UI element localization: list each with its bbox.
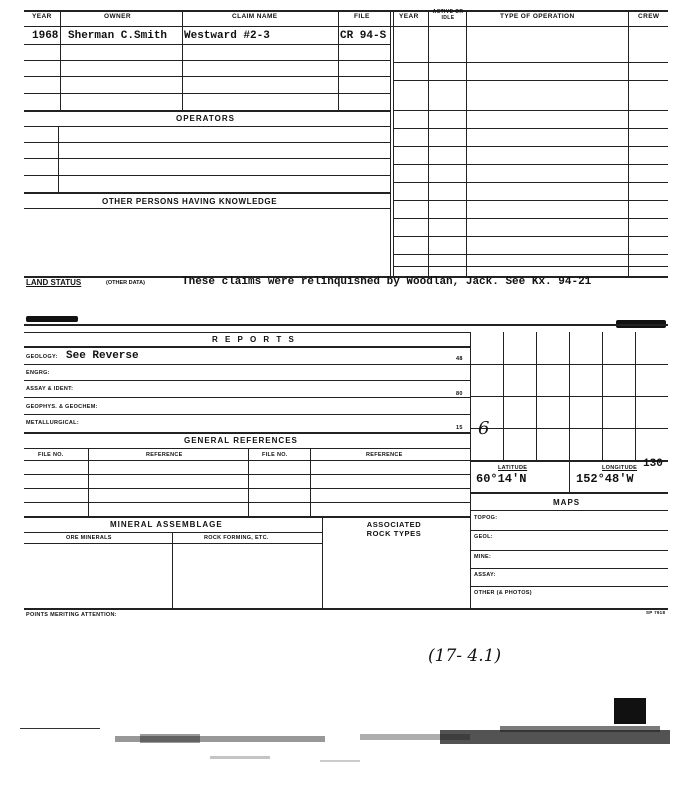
grid-line <box>470 396 668 397</box>
row-line <box>24 110 390 112</box>
reference-header-2: REFERENCE <box>366 452 403 458</box>
row-line <box>393 254 668 255</box>
year2-header: YEAR <box>399 13 419 20</box>
divider-line <box>390 10 391 276</box>
rock-forming-header: ROCK FORMING, ETC. <box>204 535 269 541</box>
row-line <box>393 218 668 219</box>
claim-name: Westward #2-3 <box>184 30 270 42</box>
col-line <box>182 10 183 110</box>
row-line <box>393 110 668 111</box>
maps-heading: MAPS <box>553 498 581 507</box>
header-bottom-line <box>24 26 668 27</box>
mineral-assemblage-heading: MINERAL ASSEMBLAGE <box>110 520 223 529</box>
row-line <box>24 397 470 398</box>
row-line <box>24 126 390 127</box>
row-line <box>24 460 470 461</box>
col-line <box>172 532 173 608</box>
row-line <box>24 543 322 544</box>
land-status-text: These claims were relinquished by Woodlan, Jack. See Kx. 94-21 <box>182 276 592 288</box>
grid-line <box>569 332 570 492</box>
row-line <box>24 142 390 143</box>
year-header: YEAR <box>32 13 52 20</box>
row-line <box>24 516 470 518</box>
geol-label: GEOL: <box>474 534 493 540</box>
file-no-header-2: FILE NO. <box>262 452 288 458</box>
row-line <box>470 492 668 494</box>
handwritten-annotation: (17- 4.1) <box>428 646 502 666</box>
geophys-label: GEOPHYS. & GEOCHEM: <box>26 404 98 410</box>
scan-noise <box>20 720 670 780</box>
form-number: SP 7918 <box>646 610 666 615</box>
row-line <box>24 76 390 77</box>
row-line <box>470 530 668 531</box>
row-line <box>24 502 470 503</box>
row-line <box>24 448 470 449</box>
other-photos-label: OTHER (& PHOTOS) <box>474 590 532 596</box>
assay-label: ASSAY & IDENT: <box>26 386 74 392</box>
row-line <box>470 568 668 569</box>
row-line <box>393 146 668 147</box>
col-line <box>58 126 59 192</box>
side-number: 15 <box>456 425 463 431</box>
col-line <box>88 448 89 516</box>
land-status-label: LAND STATUS <box>26 278 82 287</box>
associated-rock-types-heading: ASSOCIATED ROCK TYPES <box>366 520 422 538</box>
operators-heading: OPERATORS <box>176 114 235 123</box>
topog-label: TOPOG: <box>474 515 498 521</box>
row-line <box>24 414 470 415</box>
col-line <box>60 10 61 110</box>
row-line <box>24 332 470 333</box>
row-line <box>24 208 390 209</box>
row-line <box>470 510 668 511</box>
points-line <box>24 608 668 610</box>
row-line <box>24 380 470 381</box>
row-line <box>470 586 668 587</box>
grid-line <box>470 460 668 462</box>
metallurgical-label: METALLURGICAL: <box>26 420 79 426</box>
claim-file: CR 94-S <box>340 30 387 42</box>
row-line <box>24 192 390 194</box>
col-line <box>322 516 323 608</box>
file-no-header: FILE NO. <box>38 452 64 458</box>
side-number: 80 <box>456 391 463 397</box>
mine-label: MINE: <box>474 554 492 560</box>
col-line <box>310 448 311 516</box>
reports-heading: R E P O R T S <box>212 335 297 344</box>
longitude-label: LONGITUDE <box>602 465 638 471</box>
engrg-label: ENGRG: <box>26 370 50 376</box>
row-line <box>393 182 668 183</box>
assay-map-label: ASSAY: <box>474 572 496 578</box>
general-references-heading: GENERAL REFERENCES <box>184 436 298 445</box>
owner-header: OWNER <box>104 13 131 20</box>
row-line <box>393 128 668 129</box>
reference-header: REFERENCE <box>146 452 183 458</box>
file-header: FILE <box>354 13 370 20</box>
latitude-value: 60°14'N <box>476 472 527 486</box>
row-line <box>24 532 322 533</box>
row-line <box>393 236 668 237</box>
reports-top-border <box>24 324 668 326</box>
col-line <box>470 332 471 608</box>
row-line <box>24 60 390 61</box>
ore-minerals-header: ORE MINERALS <box>66 535 112 541</box>
side-number: 48 <box>456 356 463 362</box>
row-line <box>24 364 470 365</box>
row-line <box>24 432 470 434</box>
geology-value: See Reverse <box>66 350 139 362</box>
scan-mark <box>26 316 78 322</box>
grid-line <box>470 364 668 365</box>
type-operation-header: TYPE OF OPERATION <box>500 13 575 20</box>
row-line <box>393 62 668 63</box>
row-line <box>24 488 470 489</box>
row-line <box>24 346 470 348</box>
top-border <box>24 10 668 12</box>
active-idle-header: ACTIVE OR IDLE <box>432 9 464 21</box>
row-line <box>24 474 470 475</box>
latitude-label: LATITUDE <box>498 465 528 471</box>
row-line <box>393 164 668 165</box>
geology-label: GEOLOGY: <box>26 354 58 360</box>
row-line <box>24 93 390 94</box>
grid-line <box>470 428 668 429</box>
grid-mark: 6 <box>478 418 490 439</box>
claim-owner: Sherman C.Smith <box>68 30 168 42</box>
crew-header: CREW <box>638 13 660 20</box>
col-line <box>338 10 339 110</box>
corner-value: 130 <box>643 458 663 470</box>
col-line <box>248 448 249 516</box>
row-line <box>24 44 390 45</box>
other-persons-heading: OTHER PERSONS HAVING KNOWLEDGE <box>102 197 278 206</box>
row-line <box>393 200 668 201</box>
row-line <box>470 550 668 551</box>
row-line <box>393 80 668 81</box>
claim-name-header: CLAIM NAME <box>232 13 278 20</box>
longitude-value: 152°48'W <box>576 472 634 486</box>
row-line <box>24 158 390 159</box>
land-status-sub: (OTHER DATA) <box>106 280 145 286</box>
row-line <box>24 175 390 176</box>
points-meriting-attention: POINTS MERITING ATTENTION: <box>26 612 117 618</box>
row-line <box>393 266 668 267</box>
claim-year: 1968 <box>32 30 59 42</box>
